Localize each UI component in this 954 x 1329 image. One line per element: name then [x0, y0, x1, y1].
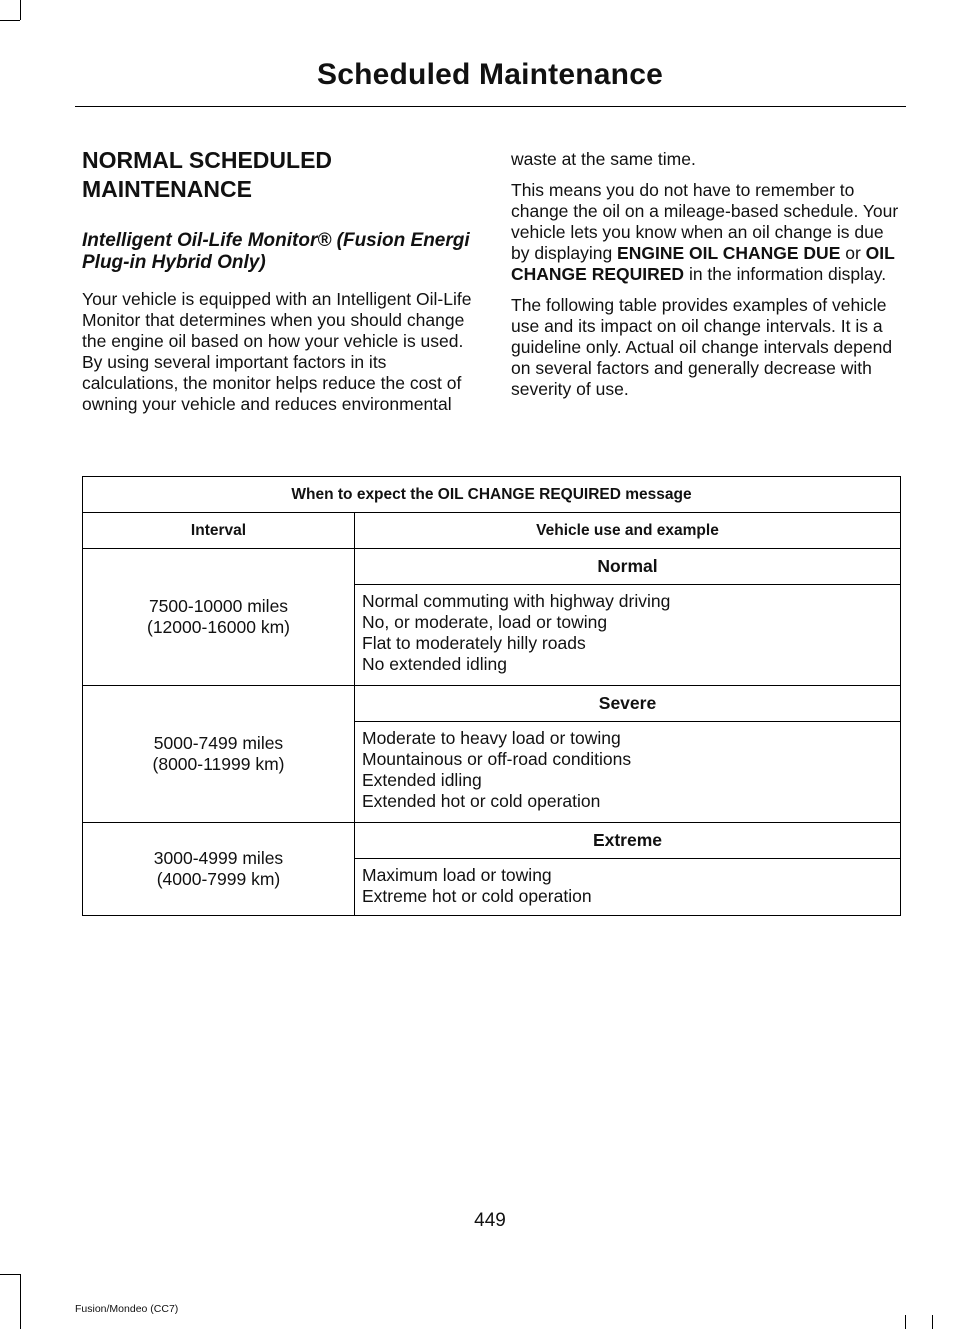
- p2-text-3: in the information display.: [684, 264, 887, 284]
- continuation-paragraph: waste at the same time.: [511, 149, 696, 169]
- column-header-interval: Interval: [83, 513, 355, 549]
- crop-mark-bottom-left-horizontal: [0, 1274, 20, 1275]
- oil-change-required-text: OIL CHANGE REQUIRED: [511, 243, 895, 284]
- table-intro-paragraph: The following table provides examples of vehicle use and its impact on oil change intervals. It is a guideline only. Actual oil change intervals depend on several factors and generally decrease with severity of use.: [511, 295, 893, 399]
- use-item: Normal commuting with highway driving: [362, 591, 671, 611]
- crop-mark-bottom-right-vertical-1: [905, 1315, 906, 1329]
- intro-paragraph: Your vehicle is equipped with an Intelligent Oil-Life Monitor that determines when you should change the engine oil based on how your vehicle is used. By using several important factors in its calculations, the monitor helps reduce the cost of owning your vehicle and reduces environmental: [82, 289, 472, 414]
- sub-title: Intelligent Oil-Life Monitor® (Fusion Energi Plug-in Hybrid Only): [82, 230, 470, 273]
- footer-model: Fusion/Mondeo (CC7): [75, 1303, 179, 1315]
- page-title: Scheduled Maintenance: [317, 58, 663, 91]
- interval-cell: [83, 549, 355, 686]
- use-item: Extended hot or cold operation: [362, 791, 601, 811]
- use-item: No, or moderate, load or towing: [362, 612, 608, 632]
- table-header-row: [83, 513, 901, 549]
- interval-cell: [83, 686, 355, 823]
- page-number: 449: [474, 1210, 506, 1231]
- use-item: Extended idling: [362, 770, 482, 790]
- use-item: Moderate to heavy load or towing: [362, 728, 621, 748]
- crop-mark-bottom-right-vertical-2: [932, 1315, 933, 1329]
- use-item: Extreme hot or cold operation: [362, 886, 592, 906]
- use-item: Maximum load or towing: [362, 865, 552, 885]
- uses-cell: [355, 859, 901, 916]
- interval-km: (4000-7999 km): [156, 869, 281, 889]
- table-row: [83, 549, 901, 585]
- section-title: NORMAL SCHEDULED MAINTENANCE: [82, 147, 333, 202]
- interval-km: (12000-16000 km): [147, 617, 290, 637]
- use-item: No extended idling: [362, 654, 507, 674]
- interval-miles: 5000-7499 miles: [153, 733, 284, 753]
- crop-mark-bottom-left-vertical: [20, 1274, 21, 1329]
- interval-km: (8000-11999 km): [152, 754, 285, 774]
- title-divider: [75, 106, 906, 107]
- oil-change-message-paragraph: [511, 180, 903, 285]
- oil-change-table: [82, 476, 901, 916]
- engine-oil-change-due-text: ENGINE OIL CHANGE DUE: [617, 243, 841, 263]
- crop-mark-top-left-horizontal: [0, 20, 20, 21]
- table-title-row: [83, 477, 901, 513]
- uses-cell: [355, 722, 901, 823]
- uses-cell: [355, 585, 901, 686]
- column-header-vehicle-use: Vehicle use and example: [355, 513, 901, 549]
- p2-text-1: This means you do not have to remember to change the oil on a mileage-based schedule. Your vehicle lets you know when an oil change is due by displaying: [511, 180, 899, 263]
- use-item: Flat to moderately hilly roads: [362, 633, 586, 653]
- left-column: [82, 146, 474, 415]
- crop-mark-top-left-vertical: [20, 0, 21, 20]
- table-row: [83, 823, 901, 859]
- right-column: [511, 146, 903, 400]
- category-cell: Severe: [355, 686, 901, 722]
- category-cell: Extreme: [355, 823, 901, 859]
- category-cell: Normal: [355, 549, 901, 585]
- p2-text-2: or: [840, 243, 866, 263]
- interval-miles: 3000-4999 miles: [153, 848, 284, 868]
- table-row: [83, 686, 901, 722]
- interval-miles: 7500-10000 miles: [148, 596, 289, 616]
- interval-cell: [83, 823, 355, 916]
- table-title: When to expect the OIL CHANGE REQUIRED message: [83, 477, 901, 513]
- use-item: Mountainous or off-road conditions: [362, 749, 632, 769]
